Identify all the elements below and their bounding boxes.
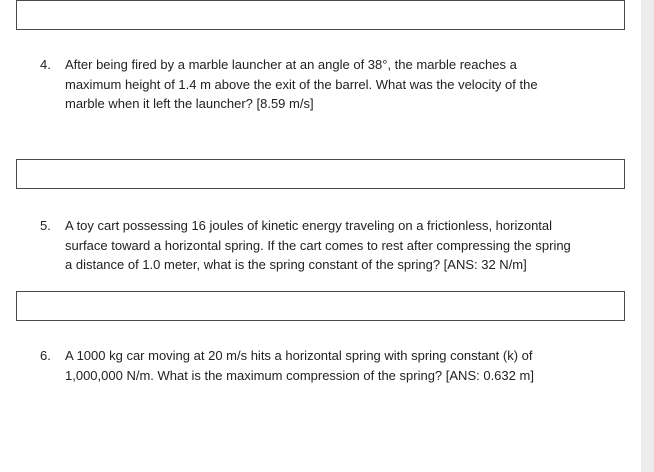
problem-line: maximum height of 1.4 m above the exit of the barrel. What was the velocity of the	[65, 76, 538, 92]
page-margin-gutter	[641, 0, 654, 472]
problem-number: 4.	[40, 57, 51, 72]
problem-line: marble when it left the launcher? [8.59 m/s]	[65, 96, 314, 111]
problem-line: After being fired by a marble launcher at an angle of 38°, the marble reaches a	[65, 57, 517, 72]
problem-text	[65, 216, 630, 275]
problem-line: A toy cart possessing 16 joules of kinetic energy traveling on a frictionless, horizontal	[65, 218, 553, 233]
answer-box[interactable]	[16, 0, 625, 30]
answer-box[interactable]	[16, 159, 625, 189]
problem-line: A 1000 kg car moving at 20 m/s hits a horizontal spring with spring constant (k) of	[65, 348, 533, 363]
problem-text	[65, 55, 630, 114]
problem-text	[65, 346, 630, 385]
problem-line: 1,000,000 N/m. What is the maximum compression of the spring? [ANS: 0.632 m]	[65, 367, 534, 383]
problem-number: 6.	[40, 348, 51, 363]
problem-number: 5.	[40, 218, 51, 233]
answer-box[interactable]	[16, 291, 625, 321]
problem-line: surface toward a horizontal spring. If the cart comes to rest after compressing the spring	[65, 237, 571, 253]
problem-line: a distance of 1.0 meter, what is the spring constant of the spring? [ANS: 32 N/m]	[65, 257, 527, 272]
